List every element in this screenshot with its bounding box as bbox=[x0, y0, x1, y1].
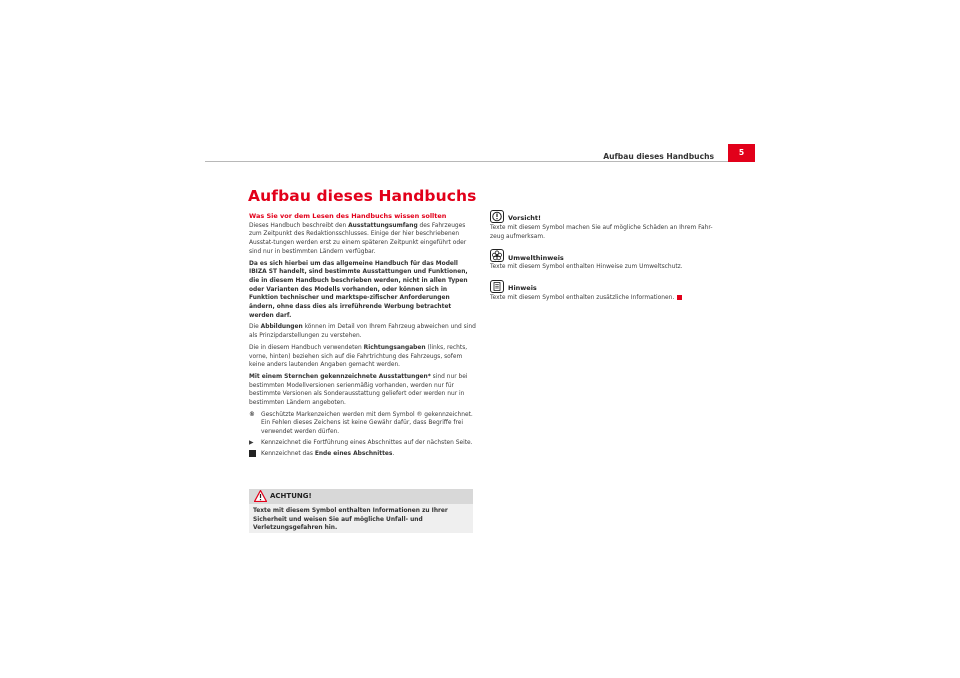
p1-text-cont: des Fahrzeuges zum Zeitpunkt des Redaktionsschlusses. Einige der hier beschriebenen Ausstat-tungen werden erst zu einem späteren Zeitpunkt eingeführt oder sind nur in bestimmten Ländern verfügbar. bbox=[249, 222, 467, 255]
legend-end-emphasis: Ende eines Abschnittes bbox=[314, 450, 393, 457]
p4-text-cont: (links, rechts, vorne, hinten) beziehen sich auf die Fahrtrichtung des Fahrzeugs, sofem keine anders lautenden Angaben gemacht werden. bbox=[249, 344, 468, 369]
registered-marker: ® bbox=[249, 411, 255, 418]
legend-end bbox=[249, 450, 476, 459]
environment-title: Umwelthinweis bbox=[508, 253, 564, 262]
legend-end-marker bbox=[249, 450, 261, 459]
arrow-right-icon: ▶ bbox=[249, 439, 254, 446]
warning-triangle-icon bbox=[254, 490, 267, 502]
warning-header bbox=[249, 489, 473, 504]
note-paragraph bbox=[490, 294, 718, 303]
legend-registered-text: Geschützte Markenzeichen werden mit dem Symbol ® gekennzeichnet. Ein Fehlen dieses Zeichens ist keine Gewähr dafür, dass Begriffe frei verwendet werden dürfen. bbox=[261, 411, 473, 436]
p1-text: Dieses Handbuch beschreibt den bbox=[249, 222, 349, 229]
paragraph-asterisk bbox=[249, 373, 476, 408]
left-column bbox=[249, 212, 476, 460]
caution-icon bbox=[490, 210, 504, 223]
note-heading bbox=[490, 280, 718, 293]
note-text: Texte mit diesem Symbol enthalten zusätzliche Informationen. bbox=[490, 295, 675, 302]
end-square-icon bbox=[249, 450, 256, 457]
running-header: Aufbau dieses Handbuchs bbox=[603, 152, 714, 161]
legend-registered bbox=[249, 411, 476, 437]
paragraph-general-manual: Da es sich hierbei um das allgemeine Handbuch für das Modell IBIZA ST handelt, sind bestimmte Ausstattungen und Funktionen, die in diesem Handbuch beschrieben werden, nicht in allen Typen oder Varianten des Modells vorhanden, oder können sich in Funktion technischer und marktspe-zifischer Anforderungen ändern, ohne dass dies als irreführende Werbung betrachtet werden darf. bbox=[249, 260, 468, 319]
p3-emphasis: Abbildungen bbox=[260, 324, 303, 331]
right-column bbox=[490, 210, 718, 306]
caution-text: Texte mit diesem Symbol machen Sie auf mögliche Schäden an Ihrem Fahr-zeug aufmerksam. bbox=[490, 225, 713, 240]
environment-flower-icon bbox=[490, 249, 504, 262]
section-end-square-icon bbox=[677, 295, 682, 300]
caution-heading bbox=[490, 210, 718, 223]
legend-continuation-text: Kennzeichnet die Fortführung eines Abschnittes auf der nächsten Seite. bbox=[261, 439, 473, 446]
warning-box bbox=[249, 489, 473, 545]
p3-text: Die bbox=[249, 324, 261, 331]
environment-heading bbox=[490, 249, 718, 262]
legend-end-post: . bbox=[392, 450, 395, 457]
legend-end-text bbox=[261, 450, 394, 459]
p3-text-cont: können im Detail von Ihrem Fahrzeug abweichen und sind als Prinzipdarstellungen zu verstehen. bbox=[249, 324, 476, 340]
p1-emphasis: Ausstattungsumfang bbox=[348, 222, 418, 229]
p5-text: sind nur bei bestimmten Modellversionen serienmäßig vorhanden, werden nur für bestimmte Versionen als Sonderausstattung geliefert oder werden nur in bestimmten Ländern angeboten. bbox=[249, 373, 468, 407]
paragraph-directions bbox=[249, 344, 476, 370]
section-subheading: Was Sie vor dem Lesen des Handbuchs wissen sollten bbox=[249, 212, 447, 220]
paragraph-illustrations bbox=[249, 323, 476, 340]
page-number: 5 bbox=[728, 144, 755, 162]
header-rule bbox=[205, 161, 755, 162]
p4-emphasis: Richtungsangaben bbox=[363, 344, 426, 351]
environment-text: Texte mit diesem Symbol enthalten Hinweise zum Umweltschutz. bbox=[490, 264, 683, 271]
paragraph-scope bbox=[249, 222, 476, 257]
note-icon bbox=[490, 280, 504, 293]
page-title: Aufbau dieses Handbuchs bbox=[248, 187, 477, 205]
warning-title: ACHTUNG! bbox=[270, 492, 312, 500]
note-title: Hinweis bbox=[508, 284, 537, 293]
warning-text: Texte mit diesem Symbol enthalten Informationen zu Ihrer Sicherheit und weisen Sie auf mögliche Unfall- und Verletzungsgefahren hin. bbox=[249, 504, 473, 533]
legend-continuation bbox=[249, 439, 476, 448]
legend-end-pre: Kennzeichnet das bbox=[261, 450, 315, 457]
p5-emphasis: Mit einem Sternchen gekennzeichnete Ausstattungen* bbox=[249, 373, 431, 380]
caution-title: Vorsicht! bbox=[508, 214, 541, 223]
p4-text: Die in diesem Handbuch verwendeten bbox=[249, 344, 364, 351]
